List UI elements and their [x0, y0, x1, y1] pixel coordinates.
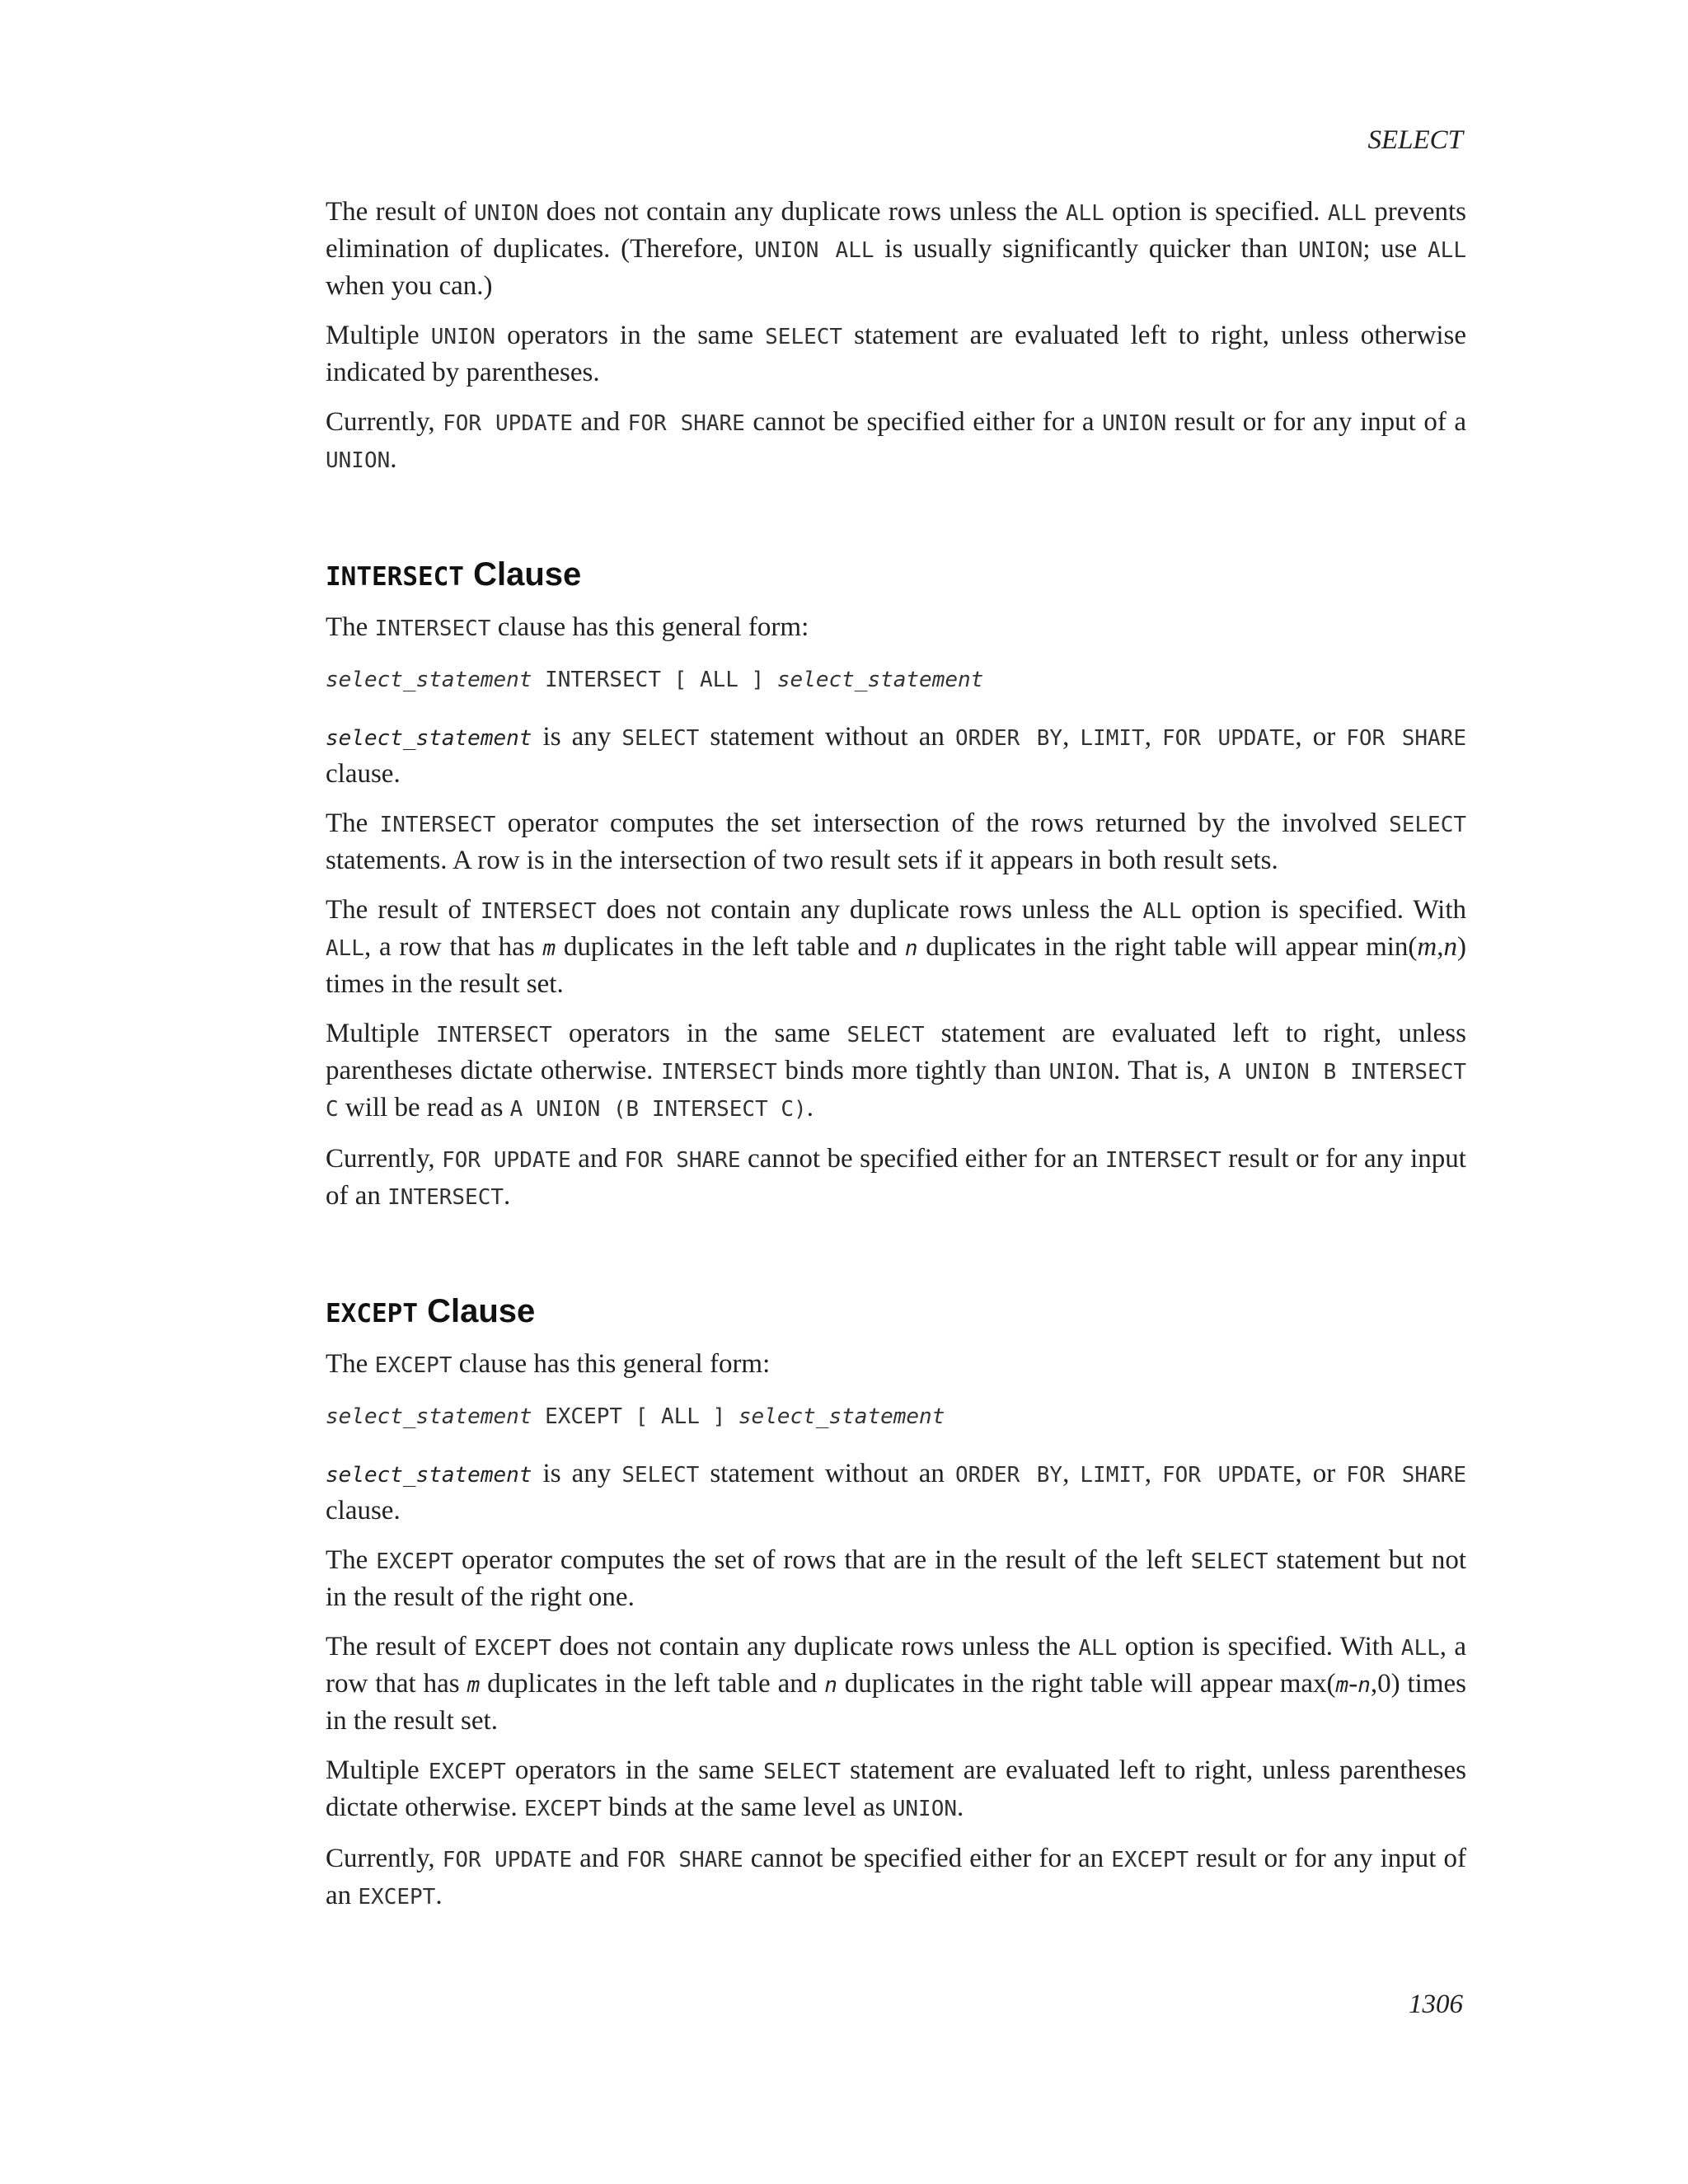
- running-header: SELECT: [1367, 125, 1463, 155]
- except-precedence-paragraph: Multiple EXCEPT operators in the same SELECT statement are evaluated left to right, unless parentheses dictate otherwise. EXCEPT binds at the same level as UNION.: [326, 1755, 1466, 1822]
- intersect-clause-heading: INTERSECT Clause: [326, 556, 582, 593]
- intersect-locking-paragraph: Currently, FOR UPDATE and FOR SHARE cannot be specified either for an INTERSECT result or for any input of an INTERSECT.: [326, 1144, 1466, 1211]
- except-duplicates-paragraph: The result of EXCEPT does not contain any duplicate rows unless the ALL option is specified. With ALL, a row that has m duplicates in the left table and n duplicates in the right table will appear max(m-n,0) times in the result set.: [326, 1632, 1466, 1736]
- intersect-precedence-paragraph: Multiple INTERSECT operators in the same SELECT statement are evaluated left to right, unless parentheses dictate otherwise. INTERSECT binds more tightly than UNION. That is, A UNION B INTERSECT C will be read as A UNION (B INTERSECT C).: [326, 1019, 1467, 1122]
- intersect-select-statement-paragraph: select_statement is any SELECT statement without an ORDER BY, LIMIT, FOR UPDATE, or FOR SHARE clause.: [326, 722, 1466, 789]
- union-locking-paragraph: Currently, FOR UPDATE and FOR SHARE cannot be specified either for a UNION result or for any input of a UNION.: [326, 407, 1466, 474]
- except-locking-paragraph: Currently, FOR UPDATE and FOR SHARE cannot be specified either for an EXCEPT result or for any input of an EXCEPT.: [326, 1844, 1466, 1910]
- intersect-operator-paragraph: The INTERSECT operator computes the set intersection of the rows returned by the involved SELECT statements. A row is in the intersection of two result sets if it appears in both result sets.: [326, 808, 1466, 875]
- intersect-duplicates-paragraph: The result of INTERSECT does not contain any duplicate rows unless the ALL option is specified. With ALL, a row that has m duplicates in the left table and n duplicates in the right table will appear min(m,n) times in the result set.: [326, 895, 1466, 999]
- except-synopsis: select_statement EXCEPT [ ALL ] select_statement: [326, 1404, 945, 1429]
- intersect-intro-paragraph: The INTERSECT clause has this general form:: [326, 612, 809, 642]
- except-intro-paragraph: The EXCEPT clause has this general form:: [326, 1349, 771, 1379]
- page-body: [326, 194, 1466, 1929]
- except-operator-paragraph: The EXCEPT operator computes the set of rows that are in the result of the left SELECT statement but not in the result of the right one.: [326, 1545, 1467, 1612]
- union-evaluation-paragraph: Multiple UNION operators in the same SELECT statement are evaluated left to right, unless otherwise indicated by parentheses.: [326, 321, 1466, 387]
- intersect-synopsis: select_statement INTERSECT [ ALL ] select_statement: [326, 668, 984, 692]
- union-duplicates-paragraph: The result of UNION does not contain any duplicate rows unless the ALL option is specified. ALL prevents elimination of duplicates. (Therefore, UNION ALL is usually significantly quicker than UNION; use ALL when you can.): [326, 197, 1466, 301]
- except-clause-heading: EXCEPT Clause: [326, 1293, 536, 1329]
- except-select-statement-paragraph: select_statement is any SELECT statement without an ORDER BY, LIMIT, FOR UPDATE, or FOR SHARE clause.: [326, 1459, 1466, 1526]
- page-number: 1306: [1409, 1990, 1463, 2019]
